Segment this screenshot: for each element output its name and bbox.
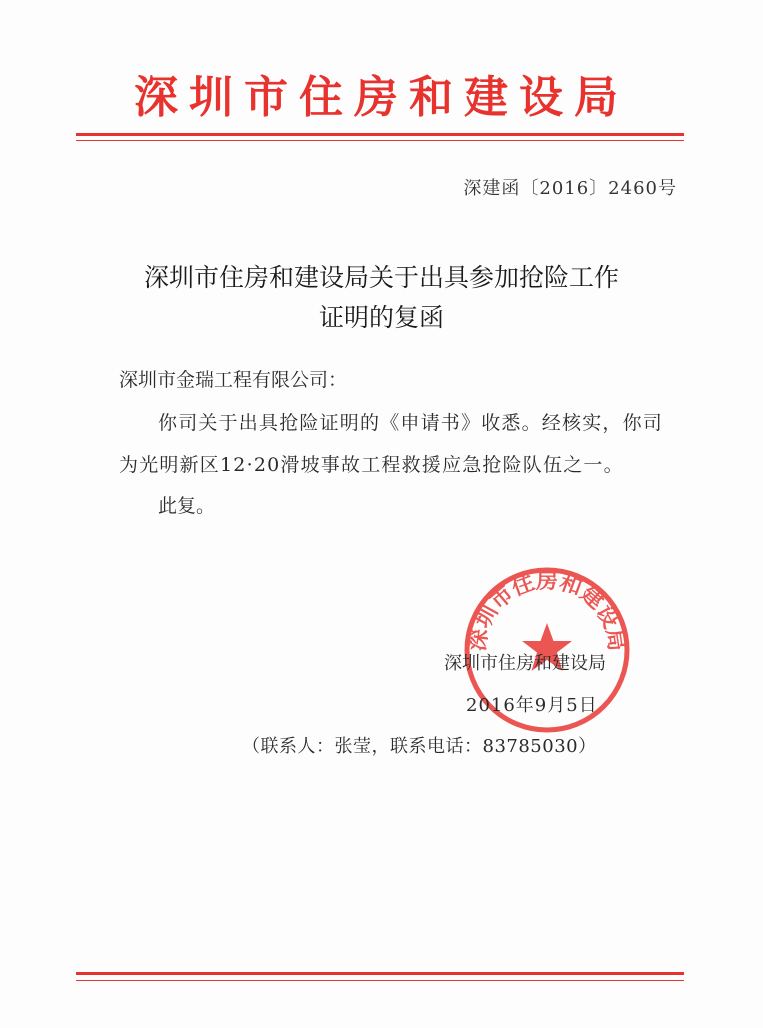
letterhead-rule-thick xyxy=(76,133,684,136)
closing-remark: 此复。 xyxy=(158,495,216,517)
signature-date: 2016年9月5日 xyxy=(466,695,598,716)
document-title-line-2: 证明的复函 xyxy=(318,303,444,332)
letterhead-title: 深圳市住房和建设局 xyxy=(134,72,629,123)
contact-info: （联系人：张莹，联系电话：83785030） xyxy=(242,736,597,757)
letterhead-rule-thin xyxy=(76,140,684,141)
salutation: 深圳市金瑞工程有限公司： xyxy=(119,369,348,391)
body-paragraph-line-1: 你司关于出具抢险证明的《申请书》收悉。经核实，你司 xyxy=(158,412,664,434)
body-paragraph-line-2: 为光明新区12·20滑坡事故工程救援应急抢险队伍之一。 xyxy=(119,454,624,476)
signature-organization: 深圳市住房和建设局 xyxy=(444,653,606,674)
footer-rule-thick xyxy=(76,972,684,975)
document-title-line-1: 深圳市住房和建设局关于出具参加抢险工作 xyxy=(143,263,619,292)
document-number: 深建函〔2016〕2460号 xyxy=(463,178,677,199)
footer-rule-thin xyxy=(76,980,684,981)
seal-text: 深圳市住房和建设局 xyxy=(464,567,630,653)
